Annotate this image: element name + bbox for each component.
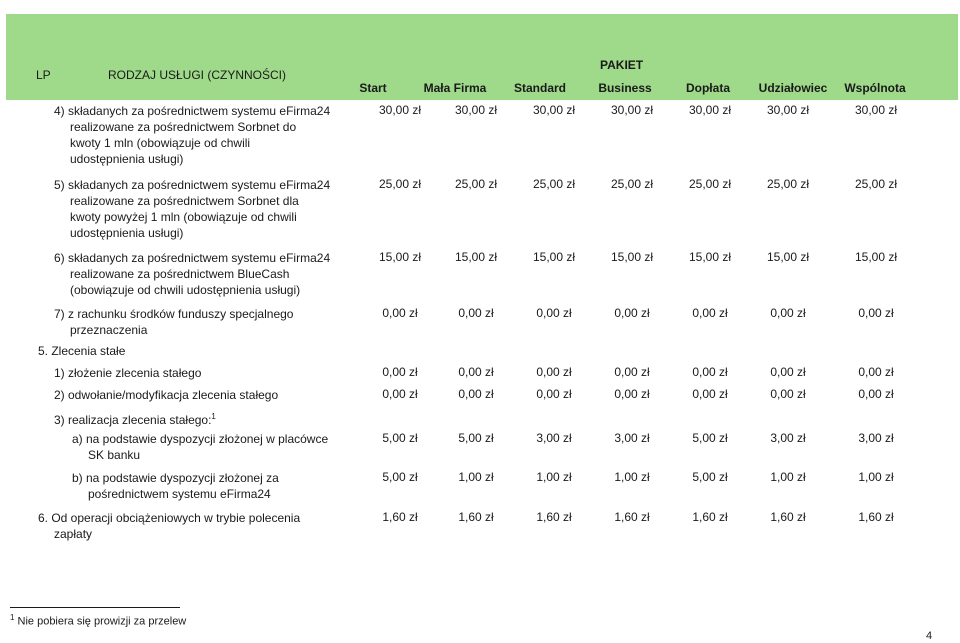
- header-package: PAKIET: [600, 58, 644, 72]
- footnote: $^1$ Nie pobiera się prowizji za przelew: [10, 613, 187, 628]
- standing-order-create-label: 1) złożenie zlecenia stałego: [54, 366, 202, 380]
- plan-business: Business: [598, 81, 652, 95]
- row-4-label: 4) składanych za pośrednictwem systemu eFirma24 realizowane za pośrednictwem Sorbnet do kwoty 1 mln (obowiązuje od chwili udostępnienia usługi): [54, 104, 331, 166]
- plan-doplata: Dopłata: [685, 81, 730, 95]
- header-service-type: RODZAJ USŁUGI (CZYNNOŚCI): [108, 68, 287, 82]
- plan-udzialowiec: Udziałowiec: [758, 81, 828, 95]
- row-5-label: 5) składanych za pośrednictwem systemu eFirma24 realizowane za pośrednictwem Sorbnet dla kwoty powyżej 1 mln (obowiązuje od chwili udostępnienia usługi): [54, 178, 331, 240]
- plan-wspolnota: Wspólnota: [844, 81, 906, 95]
- page-number: 4: [926, 630, 933, 642]
- execution-branch-label: a) na podstawie dyspozycji złożonej w placówce SK banku: [72, 432, 329, 462]
- top-band: [0, 0, 960, 46]
- plan-standard: Standard: [513, 81, 566, 95]
- footnote-divider: [10, 607, 180, 608]
- direct-debit-label: 6. Od operacji obciążeniowych w trybie polecenia zapłaty: [38, 511, 301, 541]
- section-5-title: 5. Zlecenia stałe: [38, 344, 126, 358]
- row-7-label: 7) z rachunku środków funduszy specjalnego przeznaczenia: [54, 307, 294, 337]
- execution-online-label: b) na podstawie dyspozycji złożonej za pośrednictwem systemu eFirma24: [72, 471, 279, 501]
- plan-mala-firma: Mała Firma: [423, 81, 487, 95]
- row-6-label: 6) składanych za pośrednictwem systemu eFirma24 realizowane za pośrednictwem BlueCash (obowiązuje od chwili udostępnienia usługi): [54, 251, 331, 297]
- header-lp: LP: [36, 68, 51, 82]
- standing-order-execution-label: 3) realizacja zlecenia stałego:$^1$: [54, 412, 216, 427]
- footnote-ref: 1: [211, 412, 216, 421]
- standing-order-modify-label: 2) odwołanie/modyfikacja zlecenia stałego: [54, 388, 279, 402]
- plan-start: Start: [359, 81, 387, 95]
